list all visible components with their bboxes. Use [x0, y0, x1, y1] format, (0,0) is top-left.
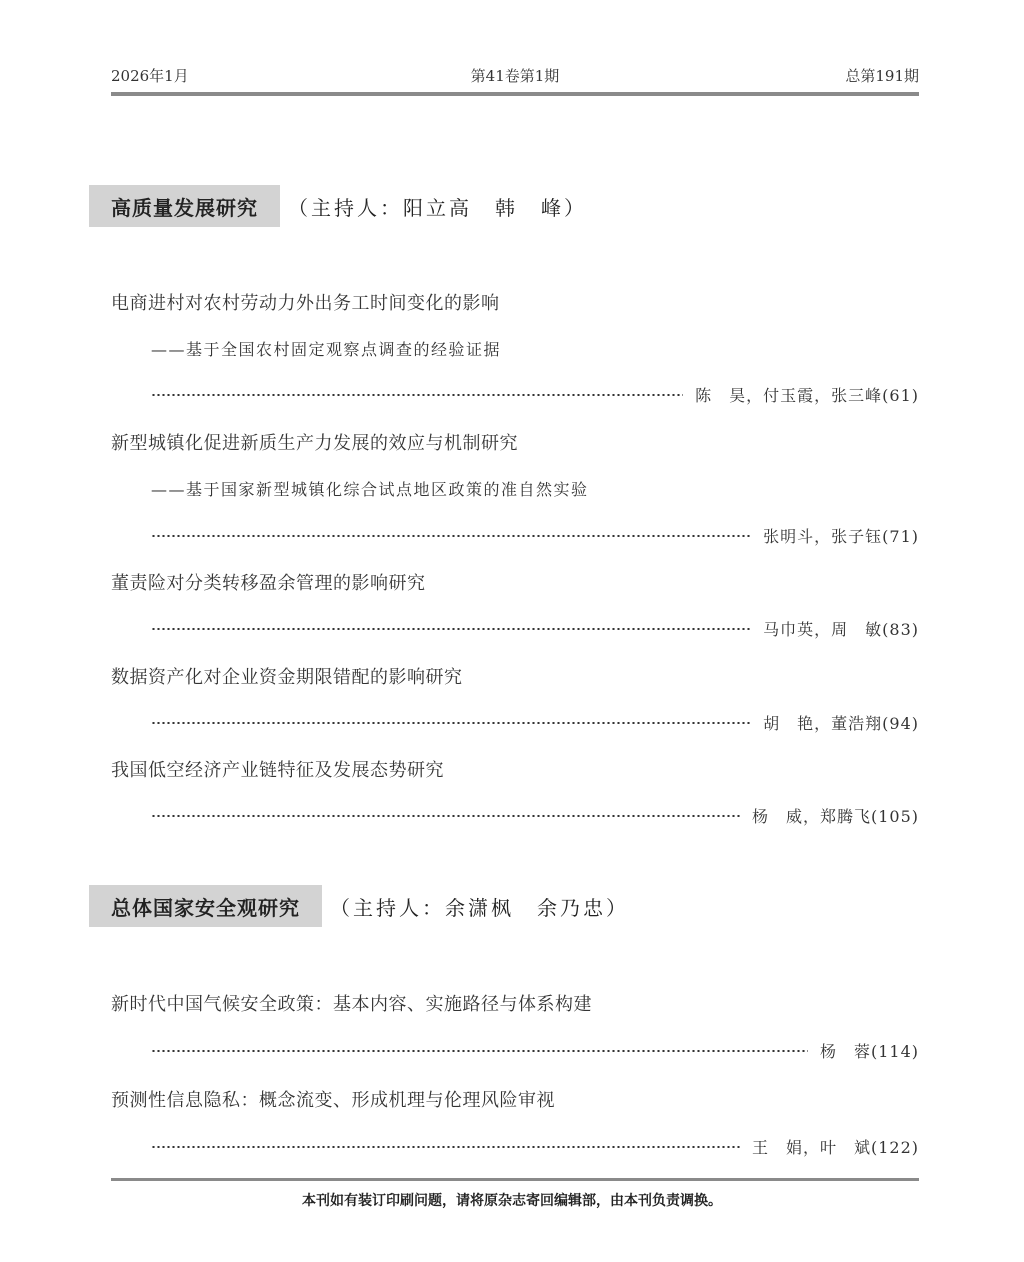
article-title[interactable]: 新时代中国气候安全政策：基本内容、实施路径与体系构建 [111, 994, 592, 1015]
article-authors-page: 张明斗，张子钰(71) [763, 526, 919, 546]
article-title[interactable]: 数据资产化对企业资金期限错配的影响研究 [111, 667, 463, 688]
toc-entry-line [151, 1134, 919, 1158]
toc-entry-line [151, 523, 919, 547]
article-authors-page: 王 娟，叶 斌(122) [751, 1137, 919, 1157]
article-title[interactable]: 预测性信息隐私：概念流变、形成机理与伦理风险审视 [111, 1090, 555, 1111]
article-authors-page: 马巾英，周 敏(83) [763, 619, 919, 639]
article-subtitle: ——基于国家新型城镇化综合试点地区政策的准自然实验 [151, 480, 589, 499]
article-authors-page: 胡 艳，董浩翔(94) [763, 713, 919, 733]
toc-entry-line [151, 710, 919, 734]
issue-date: 2026年1月 [111, 67, 189, 85]
article-authors-page: 陈 昊，付玉霞，张三峰(61) [695, 385, 919, 405]
article-title[interactable]: 我国低空经济产业链特征及发展态势研究 [111, 760, 444, 781]
volume-issue: 第41卷第1期 [470, 67, 560, 85]
leader-dots [151, 394, 683, 396]
toc-entry-line [151, 382, 919, 406]
article-subtitle: ——基于全国农村固定观察点调查的经验证据 [151, 340, 502, 359]
footer-divider [111, 1178, 919, 1181]
footer-note: 本刊如有装订印刷问题，请将原杂志寄回编辑部，由本刊负责调换。 [302, 1193, 722, 1209]
section-title: 总体国家安全观研究 [89, 885, 322, 927]
leader-dots [151, 535, 751, 537]
toc-entry-line [151, 1038, 919, 1062]
article-title[interactable]: 电商进村对农村劳动力外出务工时间变化的影响 [111, 293, 500, 314]
section-hosts: （主持人：阳立高 韩 峰） [288, 195, 587, 220]
leader-dots [151, 1146, 740, 1148]
running-header [111, 62, 919, 96]
section-hosts: （主持人：余潇枫 余乃忠） [330, 895, 629, 920]
section-heading [89, 885, 629, 927]
article-title[interactable]: 新型城镇化促进新质生产力发展的效应与机制研究 [111, 433, 518, 454]
toc-entry-line [151, 616, 919, 640]
leader-dots [151, 815, 740, 817]
total-issue: 总第191期 [845, 67, 919, 85]
leader-dots [151, 722, 751, 724]
leader-dots [151, 628, 751, 630]
article-authors-page: 杨 蓉(114) [819, 1041, 919, 1061]
leader-dots [151, 1050, 808, 1052]
section-title: 高质量发展研究 [89, 185, 280, 227]
article-authors-page: 杨 威，郑腾飞(105) [751, 806, 919, 826]
toc-entry-line [151, 803, 919, 827]
section-heading [89, 185, 587, 227]
article-title[interactable]: 董责险对分类转移盈余管理的影响研究 [111, 573, 426, 594]
